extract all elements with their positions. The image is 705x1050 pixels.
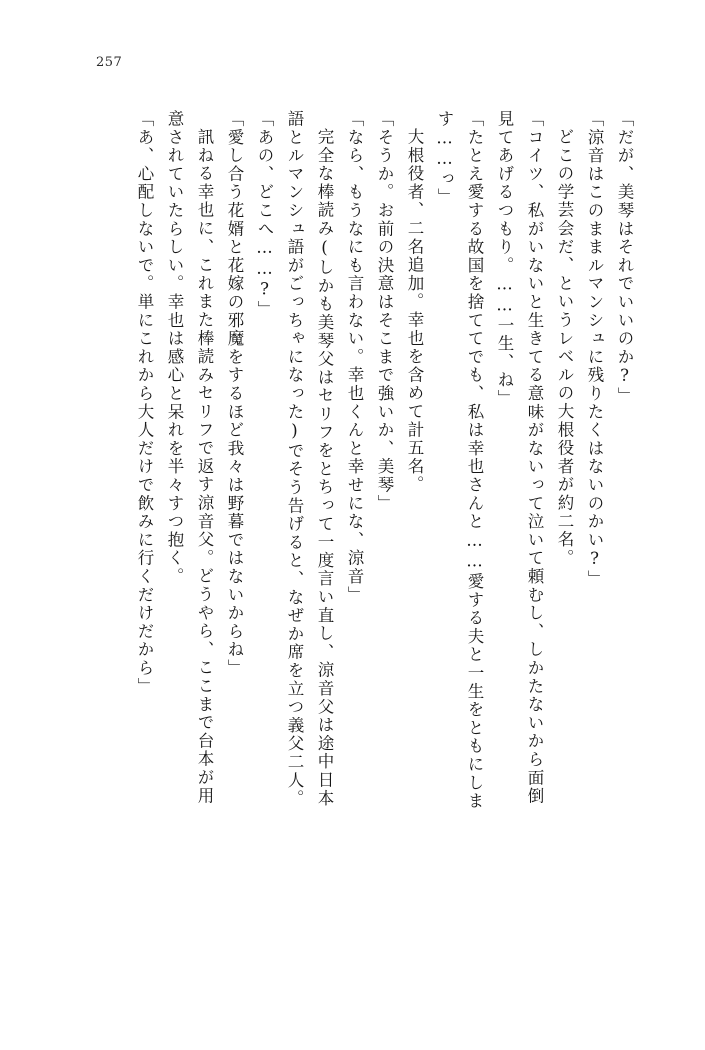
text-line: 意されていたらしい。幸也は感心と呆れを半々すつ抱く。: [165, 110, 184, 586]
text-line: 見てあげるつもり。……一生、ね」: [495, 110, 514, 408]
text-line: 完全な棒読み(しかも美琴父はセリフをとちって一度言い直し、涼音父は途中日本: [315, 128, 334, 808]
text-line: す……っ」: [435, 110, 454, 207]
text-line: 語とルマンシュ語がごっちゃになった)でそう告げると、なぜか席を立つ義父二人。: [285, 110, 304, 808]
text-line: 訊ねる幸也に、これまた棒読みセリフで返す涼音父。どうやら、ここまで台本が用: [195, 128, 214, 806]
text-line: 「コイツ、私がいないと生きてる意味がないって泣いて頼むし、しかたないから面倒: [525, 110, 544, 806]
text-line: 「そうか。お前の決意はそこまで強いか、美琴」: [375, 110, 394, 513]
text-line: 「なら、もうなにも言わない。幸也くんと幸せにな、涼音」: [345, 110, 364, 605]
text-line: 「だが、美琴はそれでいいのか?」: [615, 110, 634, 406]
text-line: 「たとえ愛する故国を捨ててでも、私は幸也さんと……愛する夫と一生をともにしま: [465, 110, 484, 811]
text-line: どこの学芸会だ、というレベルの大根役者が約二名。: [555, 128, 574, 568]
page-number: 257: [96, 55, 123, 70]
vertical-text-body: [72, 110, 632, 950]
text-line: 大根役者、二名追加。幸也を含めて計五名。: [405, 128, 424, 494]
text-line: 「あ、心配しないで。単にこれから大人だけで飲みに行くだけだから」: [135, 110, 154, 696]
text-line: 「あの、どこへ……?」: [255, 110, 274, 319]
text-line: 「涼音はこのままルマンシュに残りたくはないのかい?」: [585, 110, 604, 589]
text-line: 「愛し合う花婿と花嫁の邪魔をするほど我々は野暮ではないからね」: [225, 110, 244, 678]
